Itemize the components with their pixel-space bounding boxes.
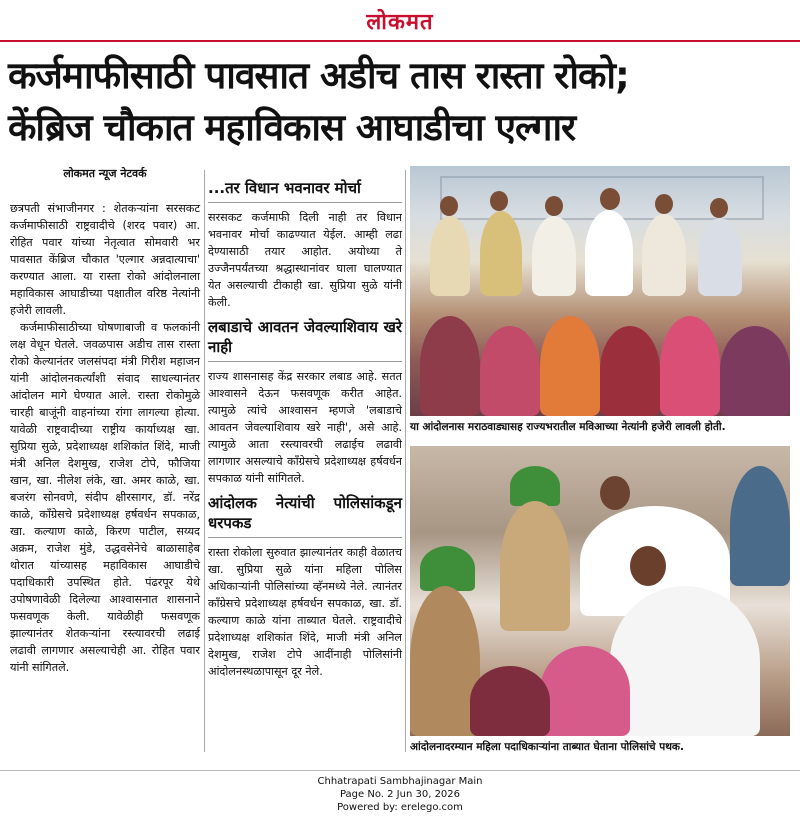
column-2-paragraph-2: राज्य शासनासह केंद्र सरकार लबाड आहे. सतत आश्वासने देऊन फसवणूक करीत आहेत. त्यामुळे त्यांचे आश्वासन म्हणजे 'लबाडाचे आवतन जेवल्याशिवाय खरे नाही', असे आहे. त्यामुळे आता रस्त्यावरची लढाईच लढावी लागणार असल्याचे काँग्रेसचे प्रदेशाध्यक्ष हर्षवर्धन सपकाळ यांनी सांगितले.	[208, 370, 402, 485]
masthead	[0, 0, 800, 42]
protest-leaders-photo	[410, 166, 790, 416]
page-footer	[0, 770, 800, 814]
photo-2-caption: आंदोलनादरम्यान महिला पदाधिकाऱ्यांना ताब्यात घेताना पोलिसांचे पथक.	[410, 741, 684, 753]
newspaper-logo: लोकमत	[366, 9, 434, 35]
subheading-vidhan-bhavan: ...तर विधान भवनावर मोर्चा	[208, 178, 402, 203]
subheading-dharpakad: आंदोलक नेत्यांची पोलिसांकडून धरपकड	[208, 493, 402, 538]
byline: लोकमत न्यूज नेटवर्क	[63, 167, 147, 180]
column-2-paragraph-3: रास्ता रोकोला सुरुवात झाल्यानंतर काही वेळातच खा. सुप्रिया सुळे यांना महिला पोलिस अधिकाऱ्यांनी पोलिसांच्या व्हॅनमध्ये नेले. त्यानंतर काँग्रेसचे प्रदेशाध्यक्ष हर्षवर्धन सपकाळ, खा. डॉ. कल्याण काळे यांना ताब्यात घेतले. राष्ट्रवादीचे प्रदेशाध्यक्ष शशिकांत शिंदे, माजी मंत्री अनिल देशमुख, राजेश टोपे आदींनाही पोलिसांनी आंदोलनस्थळापासून दूर नेले.	[208, 546, 402, 678]
photo-1-caption: या आंदोलनास मराठवाड्यासह राज्यभरातील मविआच्या नेत्यांनी हजेरी लावली होती.	[410, 421, 726, 433]
article-column-1	[10, 200, 200, 676]
headline-line-2: केंब्रिज चौकात महाविकास आघाडीचा एल्गार	[8, 106, 576, 149]
column-divider	[204, 170, 205, 752]
page-number-date: Page No. 2 Jun 30, 2026	[339, 789, 461, 800]
police-detaining-photo	[410, 446, 790, 736]
article-column-2	[208, 178, 402, 680]
column-divider	[405, 170, 406, 752]
column-2-paragraph-1: सरसकट कर्जमाफी दिली नाही तर विधान भवनावर मोर्चा काढण्यात येईल. आम्ही लढा देण्यासाठी तयार आहोत. अयोध्या ते उज्जैनपर्यंतच्या श्रद्धास्थानांवर घाला घालण्यात येत असल्याची टीकाही खा. सुप्रिया सुळे यांनी केली.	[208, 211, 402, 309]
headline-line-1: कर्जमाफीसाठी पावसात अडीच तास रास्ता रोको;	[8, 54, 629, 97]
powered-by: Powered by: erelego.com	[337, 802, 463, 813]
edition-name: Chhatrapati Sambhajinagar Main	[317, 776, 483, 787]
subheading-labadache-avatan: लबाडाचे आवतन जेवल्याशिवाय खरे नाही	[208, 317, 402, 362]
headline	[8, 50, 792, 154]
column-1-paragraph-1: छत्रपती संभाजीनगर : शेतकऱ्यांना सरसकट कर्जमाफीसाठी राष्ट्रवादीचे (शरद पवार) आ. रोहित पवार यांच्या नेतृत्वात सोमवारी भर पावसात केंब्रिज चौकात 'एल्गार अन्नदात्याचा' करण्यात आला. या रास्ता रोको आंदोलनाला महाविकास आघाडीच्या पक्षातील वरिष्ठ नेत्यांनी हजेरी लावली.	[10, 202, 200, 317]
column-1-paragraph-2: कर्जमाफीसाठीच्या घोषणाबाजी व फलकांनी लक्ष वेधून घेतले. जवळपास अडीच तास रास्ता रोको केल्यानंतर जलसंपदा मंत्री गिरीश महाजन यांनी आंदोलनकर्त्यांशी संवाद साधल्यानंतर आंदोलन मागे घेण्यात आले. रास्ता रोकोमुळे चारही बाजूंनी वाहनांच्या रांगा लागल्या होत्या. यावेळी राष्ट्रवादीच्या राष्ट्रीय कार्याध्यक्ष खा. सुप्रिया सुळे, प्रदेशाध्यक्ष शशिकांत शिंदे, माजी मंत्री अनिल देशमुख, राजेश टोपे, फौजिया खान, खा. नीलेश लंके, खा. अमर काळे, खा. बजरंग सोनवणे, संदीप क्षीरसागर, डॉ. नरेंद्र काळे, काँग्रेसचे प्रदेशाध्यक्ष हर्षवर्धन सपकाळ, खा. कल्याण काळे, किरण पाटील, सय्यद अक्रम, राजेश मुंडे, उद्धवसेनेचे बाळासाहेब थोरात यांच्यासह महाविकास आघाडीचे पदाधिकारी उपस्थित होते. पंढरपूर येथे उपोषणावेळी दिलेल्या आश्वासनात शासनाने फसवणूक केली. यावेळीही फसवणूक झाल्यानंतर शेतकऱ्यांना रस्त्यावरची लढाई लढावी लागणार असल्याचेही आ. रोहित पवार यांनी सांगितले.	[10, 321, 200, 674]
